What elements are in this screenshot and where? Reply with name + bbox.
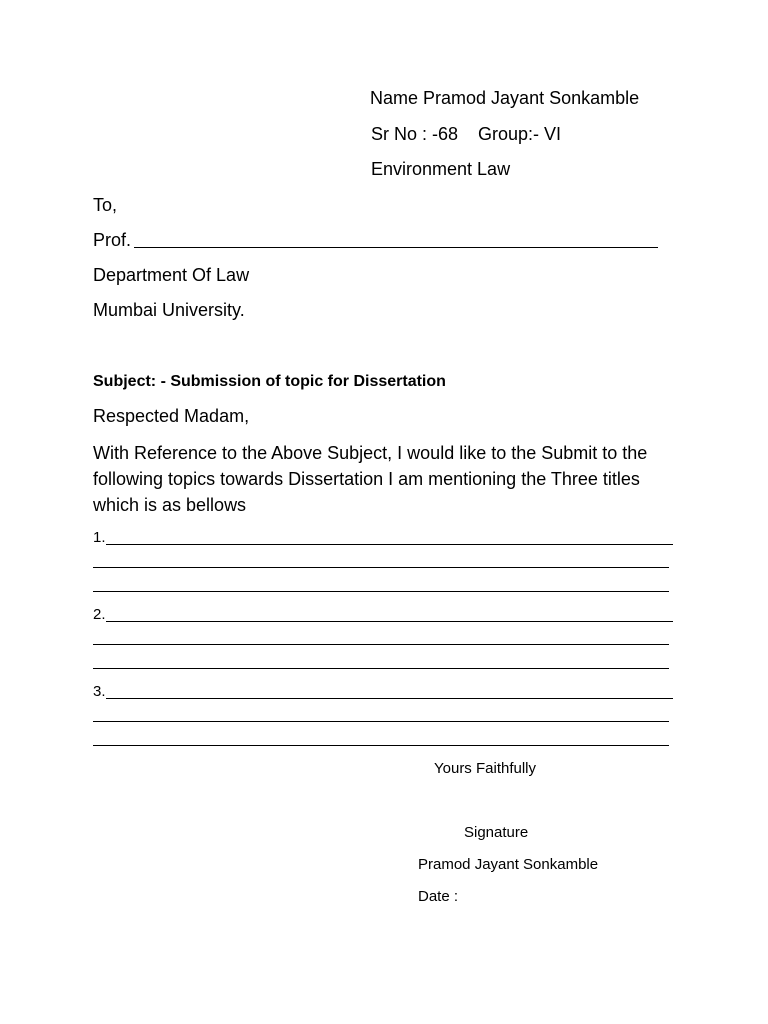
to-line: To, bbox=[93, 195, 118, 215]
prof-blank-line bbox=[134, 247, 658, 248]
prof-label: Prof. bbox=[93, 230, 132, 250]
course-name: Environment Law bbox=[371, 159, 511, 179]
topic-1-line-2 bbox=[93, 567, 669, 568]
topic-1-number: 1. bbox=[93, 529, 106, 546]
topic-3-line-1 bbox=[106, 698, 673, 699]
body-paragraph: With Reference to the Above Subject, I would like to the Submit to the following topics towards Dissertation I am mentioning the Three titles which is as bellows bbox=[93, 443, 648, 515]
student-name: Name Pramod Jayant Sonkamble bbox=[370, 88, 640, 108]
topic-3-number: 3. bbox=[93, 683, 106, 700]
group-label: Group:- VI bbox=[478, 124, 562, 144]
topic-2-line-3 bbox=[93, 668, 669, 669]
topic-1-line-3 bbox=[93, 591, 669, 592]
university-line: Mumbai University. bbox=[93, 300, 245, 320]
topic-2-line-1 bbox=[106, 621, 673, 622]
topic-1-line-1 bbox=[106, 544, 673, 545]
subject-line: Subject: - Submission of topic for Dissertation bbox=[93, 373, 446, 390]
topic-3-line-2 bbox=[93, 721, 669, 722]
salutation: Respected Madam, bbox=[93, 406, 250, 426]
department-line: Department Of Law bbox=[93, 265, 250, 285]
signature-label: Signature bbox=[464, 824, 529, 841]
closing-yours-faithfully: Yours Faithfully bbox=[434, 760, 536, 777]
topic-3-line-3 bbox=[93, 745, 669, 746]
date-label: Date : bbox=[418, 888, 459, 905]
topic-2-number: 2. bbox=[93, 606, 106, 623]
topic-2-line-2 bbox=[93, 644, 669, 645]
signer-name: Pramod Jayant Sonkamble bbox=[418, 856, 599, 873]
serial-number: Sr No : -68 bbox=[371, 124, 459, 144]
